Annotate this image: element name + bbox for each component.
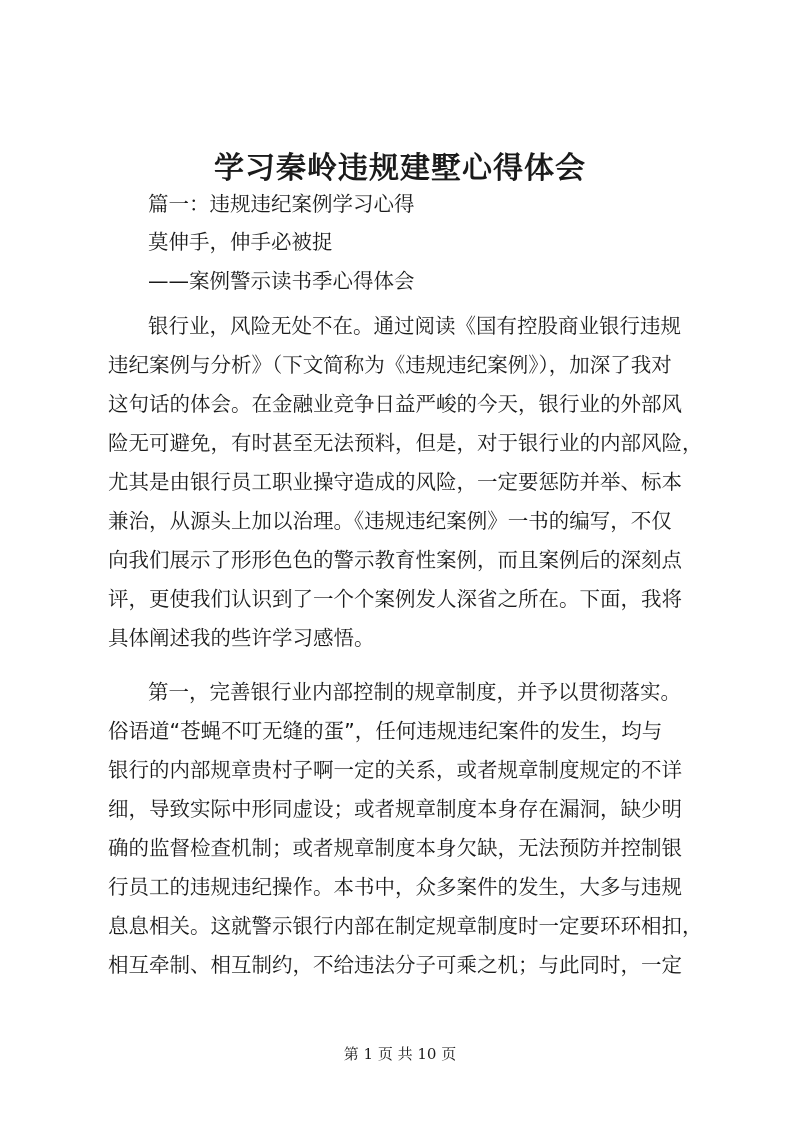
text-line: 违纪案例与分析》（下文简称为《违规违纪案例》），加深了我对	[108, 353, 672, 377]
text-line: 确的监督检查机制；或者规章制度本身欠缺，无法预防并控制银	[108, 836, 682, 860]
text-line: 尤其是由银行员工职业操守造成的风险，一定要惩防并举、标本	[108, 470, 682, 494]
text-line: 向我们展示了形形色色的警示教育性案例，而且案例后的深刻点	[108, 548, 682, 572]
text-line: 兼治，从源头上加以治理。《违规违纪案例》一书的编写，不仅	[108, 509, 672, 533]
text-line: 篇一：违规违纪案例学习心得	[148, 192, 415, 216]
text-line: 行员工的违规违纪操作。本书中，众多案件的发生，大多与违规	[108, 875, 682, 899]
text-line: 细，导致实际中形同虚设；或者规章制度本身存在漏洞，缺少明	[108, 797, 682, 821]
page-number-footer: 第 1 页 共 10 页	[343, 1045, 457, 1063]
document-title: 学习秦岭违规建墅心得体会	[214, 151, 586, 186]
text-line: 险无可避免，有时甚至无法预料，但是，对于银行业的内部风险，	[108, 431, 703, 455]
text-line: ——案例警示读书季心得体会	[148, 269, 415, 293]
text-line: 具体阐述我的些许学习感悟。	[108, 626, 375, 650]
text-line: 第一，完善银行业内部控制的规章制度，并予以贯彻落实。	[148, 680, 681, 704]
text-line: 评，更使我们认识到了一个个案例发人深省之所在。下面，我将	[108, 587, 682, 611]
text-line: 息息相关。这就警示银行内部在制定规章制度时一定要环环相扣，	[108, 914, 703, 938]
text-line: 这句话的体会。在金融业竞争日益严峻的今天，银行业的外部风	[108, 392, 682, 416]
text-line: 银行业，风险无处不在。通过阅读《国有控股商业银行违规	[148, 314, 681, 338]
text-line: 俗语道“苍蝇不叮无缝的蛋”，任何违规违纪案件的发生，均与	[108, 719, 663, 743]
text-line: 银行的内部规章贵村子啊一定的关系，或者规章制度规定的不详	[108, 758, 682, 782]
text-line: 莫伸手，伸手必被捉	[148, 230, 333, 254]
text-line: 相互牵制、相互制约，不给违法分子可乘之机；与此同时，一定	[108, 953, 682, 977]
